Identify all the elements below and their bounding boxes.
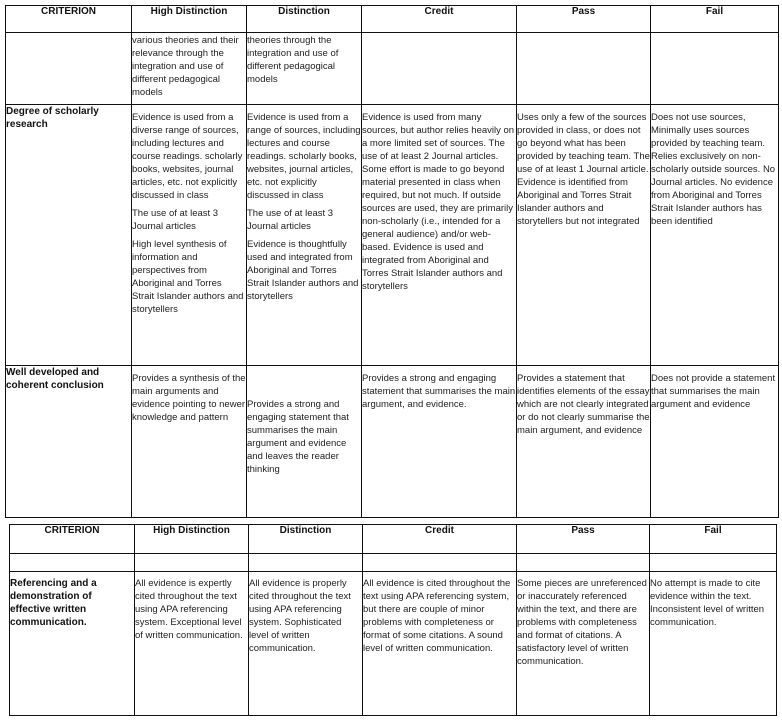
cell-text: Evidence is thoughtfully used and integrated from Aboriginal and Torres Strait Islander authors and storytellers [247, 239, 359, 302]
header-fail: Fail [650, 525, 777, 554]
header-row [6, 6, 779, 33]
header-high-distinction: High Distinction [132, 6, 247, 33]
distinction-cell [247, 33, 362, 105]
cell-text: All evidence is cited throughout the text using APA referencing system, but there are couple of minor problems with completeness or format of some citations. A sound level of written communication. [363, 578, 511, 654]
cell-text: Provides a synthesis of the main arguments and evidence pointing to newer knowledge and pattern [132, 373, 246, 423]
empty-row [10, 554, 777, 572]
header-criterion: CRITERION [10, 525, 135, 554]
header-high-distinction: High Distinction [135, 525, 249, 554]
cell-text: Does not provide a statement that summarises the main argument and evidence [651, 373, 776, 410]
cell-text: Evidence is used from a range of sources, including lectures and course readings. scholarly books, websites, journal articles, etc. not explicitly discussed in class [247, 112, 361, 201]
empty-cell [10, 554, 135, 572]
cell-text: No attempt is made to cite evidence within the text. Inconsistent level of written communication. [650, 578, 765, 628]
cell-text: Some pieces are unreferenced or inaccurately referenced within the text, and there are problems with completeness and format of citations. A satisfactory level of written communication. [517, 578, 647, 667]
cell-text: theories through the integration and use of different pedagogical models [247, 35, 339, 85]
pass-cell [517, 105, 651, 366]
fail-cell [650, 572, 777, 716]
cell-text: High level synthesis of information and perspectives from Aboriginal and Torres Strait Islander authors and storytellers [132, 239, 244, 315]
high-distinction-cell [132, 105, 247, 366]
cell-text: various theories and their relevance through the integration and use of different pedagogical models [132, 35, 239, 98]
credit-cell [362, 366, 517, 518]
empty-cell [363, 554, 517, 572]
cell-text: The use of at least 3 Journal articles [247, 208, 334, 232]
cell-text: All evidence is expertly cited throughout the text using APA referencing system. Exceptional level of written communication. [135, 578, 243, 641]
empty-cell [249, 554, 363, 572]
distinction-cell [247, 366, 362, 518]
cell-text: Provides a strong and engaging statement that summarises the main argument and evidence and leaves the reader thinking [247, 399, 349, 475]
empty-cell [517, 554, 650, 572]
distinction-cell [247, 105, 362, 366]
fail-cell [651, 33, 779, 105]
high-distinction-cell [132, 366, 247, 518]
header-distinction: Distinction [247, 6, 362, 33]
table-row [6, 366, 779, 518]
header-credit: Credit [362, 6, 517, 33]
pass-cell [517, 572, 650, 716]
cell-text: Evidence is used from a diverse range of sources, including lectures and course readings. scholarly books, websites, journal articles, etc. not explicitly discussed in class [132, 112, 243, 201]
table-row [6, 105, 779, 366]
high-distinction-cell [132, 33, 247, 105]
distinction-cell [249, 572, 363, 716]
empty-cell [650, 554, 777, 572]
cell-text: Uses only a few of the sources provided in class, or does not go beyond what has been provided by teaching team. The use of at least 1 Journal article. Evidence is identified from Aboriginal and Torres Strait Islander authors and storytellers but not integrated [517, 112, 650, 227]
header-pass: Pass [517, 6, 651, 33]
high-distinction-cell [135, 572, 249, 716]
header-criterion: CRITERION [6, 6, 132, 33]
table-row [10, 572, 777, 716]
cell-text: All evidence is properly cited throughout the text using APA referencing system. Sophisticated level of written communication. [249, 578, 351, 654]
credit-cell [363, 572, 517, 716]
credit-cell [362, 33, 517, 105]
rubric-table-1 [5, 5, 779, 518]
cell-text: Evidence is used from many sources, but author relies heavily on a more limited set of sources. The use of at least 2 Journal articles. Some effort is made to go beyond material presented in class when required, but not much. If outside sources are used, they are primarily non-scholarly (i.e., intended for a general audience) and/or web-based. Evidence is used and integrated from Aboriginal and Torres Strait Islander authors and storytellers [362, 112, 515, 292]
credit-cell [362, 105, 517, 366]
fail-cell [651, 366, 779, 518]
criterion-cell: Referencing and a demonstration of effective written communication. [10, 572, 135, 716]
header-row [10, 525, 777, 554]
pass-cell [517, 33, 651, 105]
pass-cell [517, 366, 651, 518]
criterion-cell [6, 33, 132, 105]
table-row [6, 33, 779, 105]
header-fail: Fail [651, 6, 779, 33]
empty-cell [135, 554, 249, 572]
criterion-cell: Degree of scholarly research [6, 105, 132, 366]
cell-text: Provides a strong and engaging statement that summarises the main argument, and evidence. [362, 373, 516, 410]
header-credit: Credit [363, 525, 517, 554]
fail-cell [651, 105, 779, 366]
cell-text: Provides a statement that identifies elements of the essay which are not clearly integrated or do not clearly summarise the main argument, and evidence [517, 373, 650, 436]
rubric-table-2 [9, 524, 777, 716]
header-distinction: Distinction [249, 525, 363, 554]
header-pass: Pass [517, 525, 650, 554]
cell-text: The use of at least 3 Journal articles [132, 208, 219, 232]
criterion-cell: Well developed and coherent conclusion [6, 366, 132, 518]
cell-text: Does not use sources, Minimally uses sources provided by teaching team. Relies exclusively on non-scholarly outside sources. No Journal articles. No evidence from Aboriginal and Torres Strait Islander authors has been identified [651, 112, 776, 227]
